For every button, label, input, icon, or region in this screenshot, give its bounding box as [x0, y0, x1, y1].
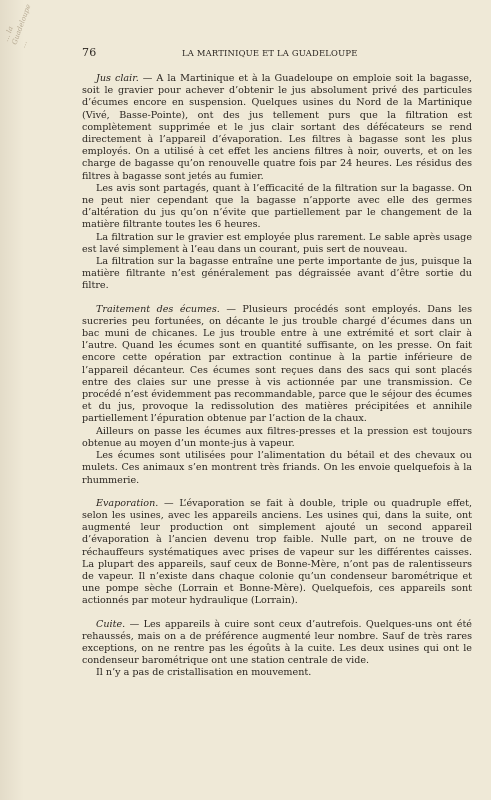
section-heading: Traitement des écumes. — [96, 303, 220, 315]
paragraph: La filtration sur la bagasse entraîne une perte importante de jus, puisque la matière filtrante n’est généralement pas dégraissée avant d’être sortie du filtre. — [82, 256, 472, 292]
paragraph-text: — A la Martinique et à la Guadeloupe on emploie soit la bagasse, soit le gravier pour achever d’obtenir le jus absolument privé des particules d’écumes encore en suspension. Quelques usines du Nord de la Martinique (Vivé, Basse-Pointe), ont des jus tellement purs que la filtration est complètement supprimée et le jus clair sortant des défécateurs se rend directement à l’appareil d’évaporation. Les filtres à bagasse sont les plus employés. On a utilisé à cet effet les anciens filtres à noir, ouverts, et on les charge de bagasse qu’on renouvelle quatre fois par 24 heures. Les résidus des filtres à bagasse sont jetés au fumier. — [82, 73, 472, 182]
paragraph: Il n’y a pas de cristallisation en mouvement. — [96, 667, 312, 679]
section-heading: Jus clair. — [96, 73, 139, 84]
paragraph-text: — Plusieurs procédés sont employés. Dans les sucreries peu fortunées, on décante le jus trouble chargé d’écumes dans un bac muni de chicanes. Le jus trouble entre à une extrémité et sort clair à l’autre. Quand les écumes sont en quantité suffisante, on les presse. On fait encore cette opération par extraction continue à la partie inférieure de l’appareil décanteur. Ces écumes sont reçues dans des sacs qui sont placés entre des claies sur une presse à vis actionnée par une transmission. Ce procédé n’est évidemment pas recommandable, parce que le séjour des écumes et du jus, provoque la redissolution des matières précipitées et annihile partiellement l’épuration obtenue par l’action de la chaux. — [82, 303, 472, 425]
paragraph-text: — Les appareils à cuire sont ceux d’autrefois. Quelques-uns ont été rehaussés, mais on a de préférence augmenté leur nombre. Sauf de très rares exceptions, on ne rentre pas les égoûts à la cuite. Les deux usines qui ont le condenseur barométrique ont une station centrale de vide. — [82, 618, 472, 667]
section-heading: Evaporation. — [96, 497, 159, 509]
paragraph — [82, 73, 472, 183]
paragraph — [82, 619, 472, 668]
paragraph-text: — L’évaporation se fait à double, triple ou quadruple effet, selon les usines, avec les appareils anciens. Les usines qui, dans la suite, ont augmenté leur production ont simplement ajouté un second appareil d’évaporation à l’ancien devenu trop faible. Nulle part, on ne trouve de réchauffeurs systématiques avec prises de vapeur sur les différentes caisses. La plupart des appareils, sauf ceux de Bonne-Mère, n’ont pas de ralentisseurs de vapeur. Il n’existe dans chaque colonie qu’un condenseur barométrique et une pompe sèche (Lorrain et Bonne-Mère). Quelquefois, ces appareils sont actionnés par moteur hydraulique (Lorrain). — [82, 497, 472, 607]
section-heading: Cuite. — [96, 618, 126, 630]
paragraph: Ailleurs on passe les écumes aux filtres-presses et la pression est toujours obtenue au moyen d’un monte-jus à vapeur. — [82, 425, 472, 449]
paragraph — [82, 498, 472, 608]
page-header — [82, 46, 472, 60]
paragraph: La filtration sur le gravier est employée plus rarement. Le sable après usage est lavé simplement à l’eau dans un courant, puis sert de nouveau. — [82, 231, 472, 255]
running-title: LA MARTINIQUE ET LA GUADELOUPE — [182, 48, 358, 58]
handwritten-margin-note: … la Guadeloupe … — [2, 3, 33, 49]
paragraph: Les écumes sont utilisées pour l’alimentation du bétail et des chevaux ou mulets. Ces animaux s’en montrent très friands. On les envoie quelquefois à la rhummerie. — [82, 450, 472, 486]
paragraph: Les avis sont partagés, quant à l’efficacité de la filtration sur la bagasse. On ne peut nier cependant que la bagasse n’apporte avec elle des germes d’altération du jus qu’on n’évite que partiellement par le changement de la matière filtrante toutes les 6 heures. — [82, 182, 472, 231]
paragraph — [82, 304, 472, 426]
page-number: 76 — [82, 46, 97, 59]
body-text — [82, 73, 472, 680]
